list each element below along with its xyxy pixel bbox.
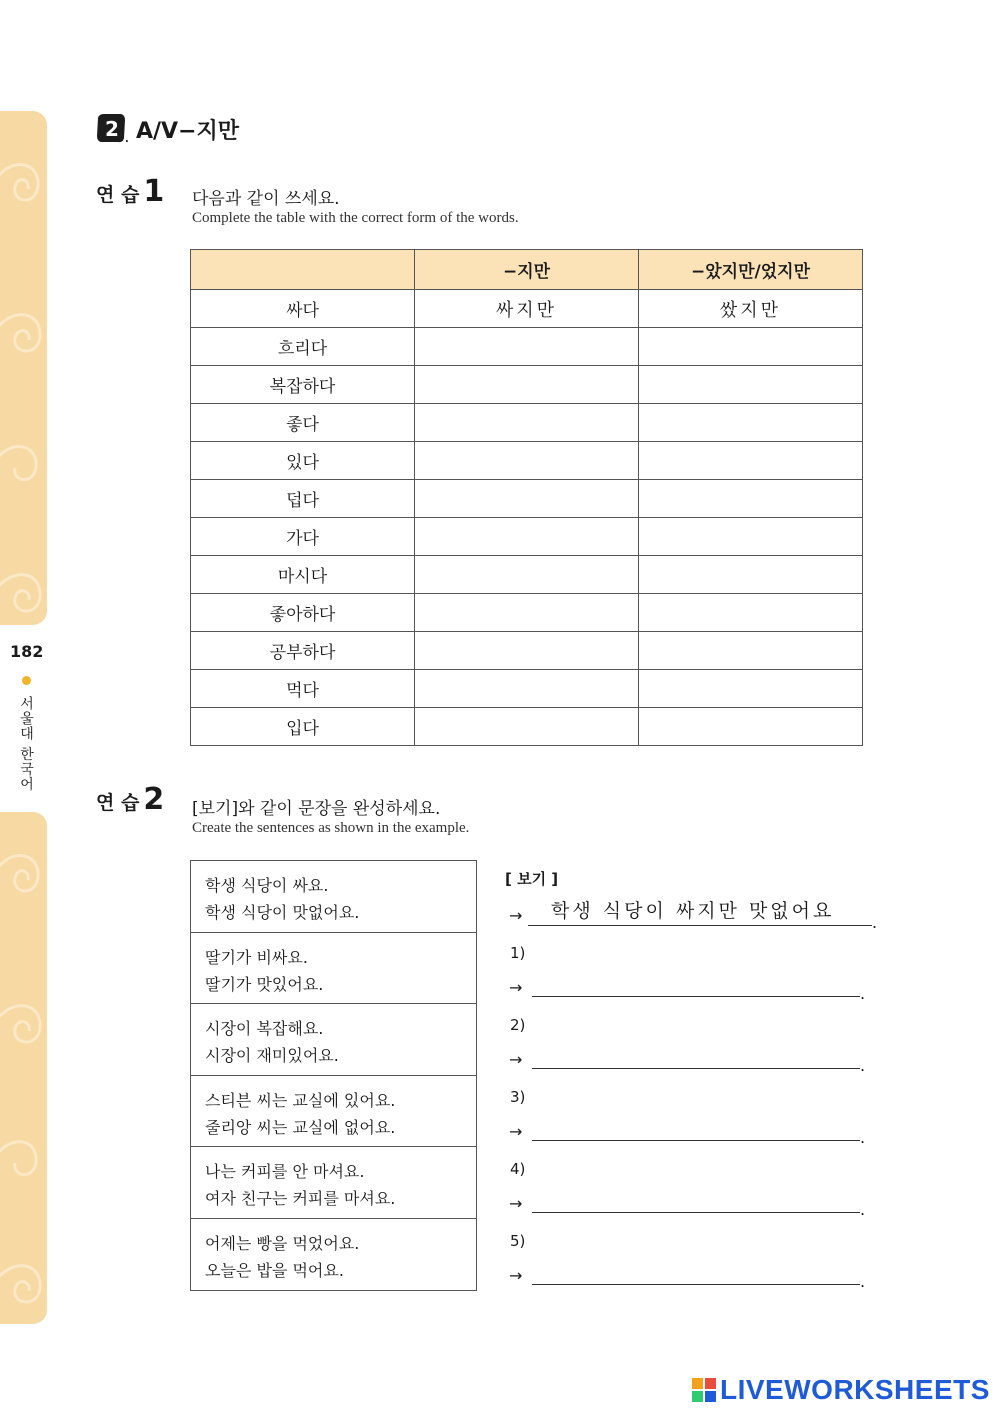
svg-text:.: . [125,134,129,145]
exercise2-instruction-en: Create the sentences as shown in the example. [192,820,470,836]
answer-cell[interactable] [639,556,863,594]
answer-cell[interactable] [415,708,639,746]
sentence-pair [191,1076,476,1148]
verb-cell: 덥다 [191,480,415,518]
sentence-line-2: 학생 식당이 맛없어요. [205,903,360,922]
answer-period: . [860,1128,866,1147]
answer-cell[interactable] [639,328,863,366]
arrow-icon: → [509,978,523,997]
answer-cell[interactable] [639,518,863,556]
question-number: 5) [510,1232,526,1250]
answer-period: . [860,1056,866,1075]
section-number-icon [95,112,127,144]
sentence-line-2: 오늘은 밥을 먹어요. [205,1260,344,1280]
sentence-pair [191,1147,476,1219]
answer-cell[interactable] [415,404,639,442]
answer-cell[interactable]: 쌌지만 [639,290,863,328]
liveworksheets-watermark [692,1374,990,1406]
liveworksheets-logo-icon [692,1378,716,1402]
sentence-pair [191,933,476,1005]
question-number: 1) [510,944,526,962]
sentence-line-1: 어제는 빵을 먹었어요. [205,1233,360,1253]
sentence-pairs-box [190,860,477,1291]
answer-cell[interactable] [639,632,863,670]
table-body [191,290,863,746]
sentence-line-1: 시장이 복잡해요. [205,1019,324,1038]
exercise1-number: 1 [143,174,165,209]
answer-line[interactable] [532,1140,860,1141]
verb-cell: 복잡하다 [191,366,415,404]
table-row [191,404,863,442]
sentence-pair [191,861,476,933]
answer-period: . [860,1200,866,1219]
verb-cell: 입다 [191,708,415,746]
table-row [191,290,863,328]
answer-cell[interactable] [415,328,639,366]
verb-cell: 가다 [191,518,415,556]
arrow-icon: → [509,1050,523,1069]
answer-cell[interactable] [639,670,863,708]
answer-cell[interactable] [415,632,639,670]
sentence-pair [191,1219,476,1291]
exercise1-label [96,174,164,209]
answer-cell[interactable] [415,556,639,594]
answer-cell[interactable] [639,442,863,480]
conjugation-table [190,249,863,746]
verb-cell: 있다 [191,442,415,480]
arrow-icon: → [509,906,523,925]
table-row [191,366,863,404]
answer-cell[interactable] [639,708,863,746]
side-decoration-top [0,111,47,625]
verb-cell: 좋다 [191,404,415,442]
verb-cell: 먹다 [191,670,415,708]
question-number: 4) [510,1160,526,1178]
table-header-cell: −지만 [415,250,639,290]
table-row [191,670,863,708]
sentence-line-2: 줄리앙 씨는 교실에 없어요. [205,1117,396,1137]
table-row [191,480,863,518]
table-header-cell: −았지만/었지만 [639,250,863,290]
verb-cell: 흐리다 [191,328,415,366]
answer-cell[interactable] [415,442,639,480]
answer-cell[interactable] [415,480,639,518]
verb-cell: 싸다 [191,290,415,328]
table-header-cell [191,250,415,290]
answer-line[interactable] [532,1068,860,1069]
table-header-row [191,250,863,290]
answer-cell[interactable] [415,366,639,404]
answer-cell[interactable] [639,404,863,442]
answer-cell[interactable] [639,366,863,404]
answer-line[interactable] [532,996,860,997]
answer-cell[interactable] [415,518,639,556]
table-row [191,556,863,594]
answer-line[interactable] [528,925,872,926]
answer-period: . [872,913,878,932]
book-title: 서울대 한국어 [18,696,34,792]
table-row [191,708,863,746]
exercise2-label-text: 연 습 [96,792,140,814]
exercise2-instruction-ko: [보기]와 같이 문장을 완성하세요. [192,799,441,819]
answer-cell[interactable] [415,670,639,708]
table-row [191,328,863,366]
sentence-line-2: 딸기가 맛있어요. [205,974,324,994]
answer-cell[interactable] [415,594,639,632]
answer-period: . [860,1272,866,1291]
page-dot-icon [22,676,31,685]
verb-cell: 좋아하다 [191,594,415,632]
answer-cell[interactable] [639,480,863,518]
answer-line[interactable] [532,1212,860,1213]
section-title: A/V−지만 [136,119,240,144]
arrow-icon: → [509,1194,523,1213]
arrow-icon: → [509,1266,523,1285]
sentence-line-1: 나는 커피를 안 마셔요. [205,1162,365,1181]
exercise1-instruction-ko: 다음과 같이 쓰세요. [192,189,340,209]
table-row [191,594,863,632]
answer-cell[interactable] [639,594,863,632]
answer-line[interactable] [532,1284,860,1285]
verb-cell: 마시다 [191,556,415,594]
table-row [191,518,863,556]
question-number: 2) [510,1016,526,1034]
sentence-line-2: 시장이 재미있어요. [205,1046,339,1065]
sentence-line-2: 여자 친구는 커피를 마셔요. [205,1189,396,1208]
arrow-icon: → [509,1122,523,1141]
side-decoration-bottom [0,812,47,1324]
exercise1-instruction-en: Complete the table with the correct form of the words. [192,210,519,226]
sentence-line-1: 학생 식당이 싸요. [205,876,329,895]
answer-period: . [860,984,866,1003]
exercise2-label [96,782,164,817]
exercise2-number: 2 [143,782,165,817]
example-tag: [ 보기 ] [505,870,559,888]
table-row [191,442,863,480]
sentence-line-1: 딸기가 비싸요. [205,947,308,967]
sentence-pair [191,1004,476,1076]
sentence-line-1: 스티븐 씨는 교실에 있어요. [205,1090,396,1110]
table-row [191,632,863,670]
svg-text:2: 2 [105,117,119,141]
watermark-text: LIVEWORKSHEETS [720,1374,990,1405]
question-number: 3) [510,1088,526,1106]
example-answer: 학생 식당이 싸지만 맛없어요 [551,900,835,922]
answer-cell[interactable]: 싸지만 [415,290,639,328]
page-number: 182 [10,642,44,661]
verb-cell: 공부하다 [191,632,415,670]
exercise1-label-text: 연 습 [96,184,140,206]
